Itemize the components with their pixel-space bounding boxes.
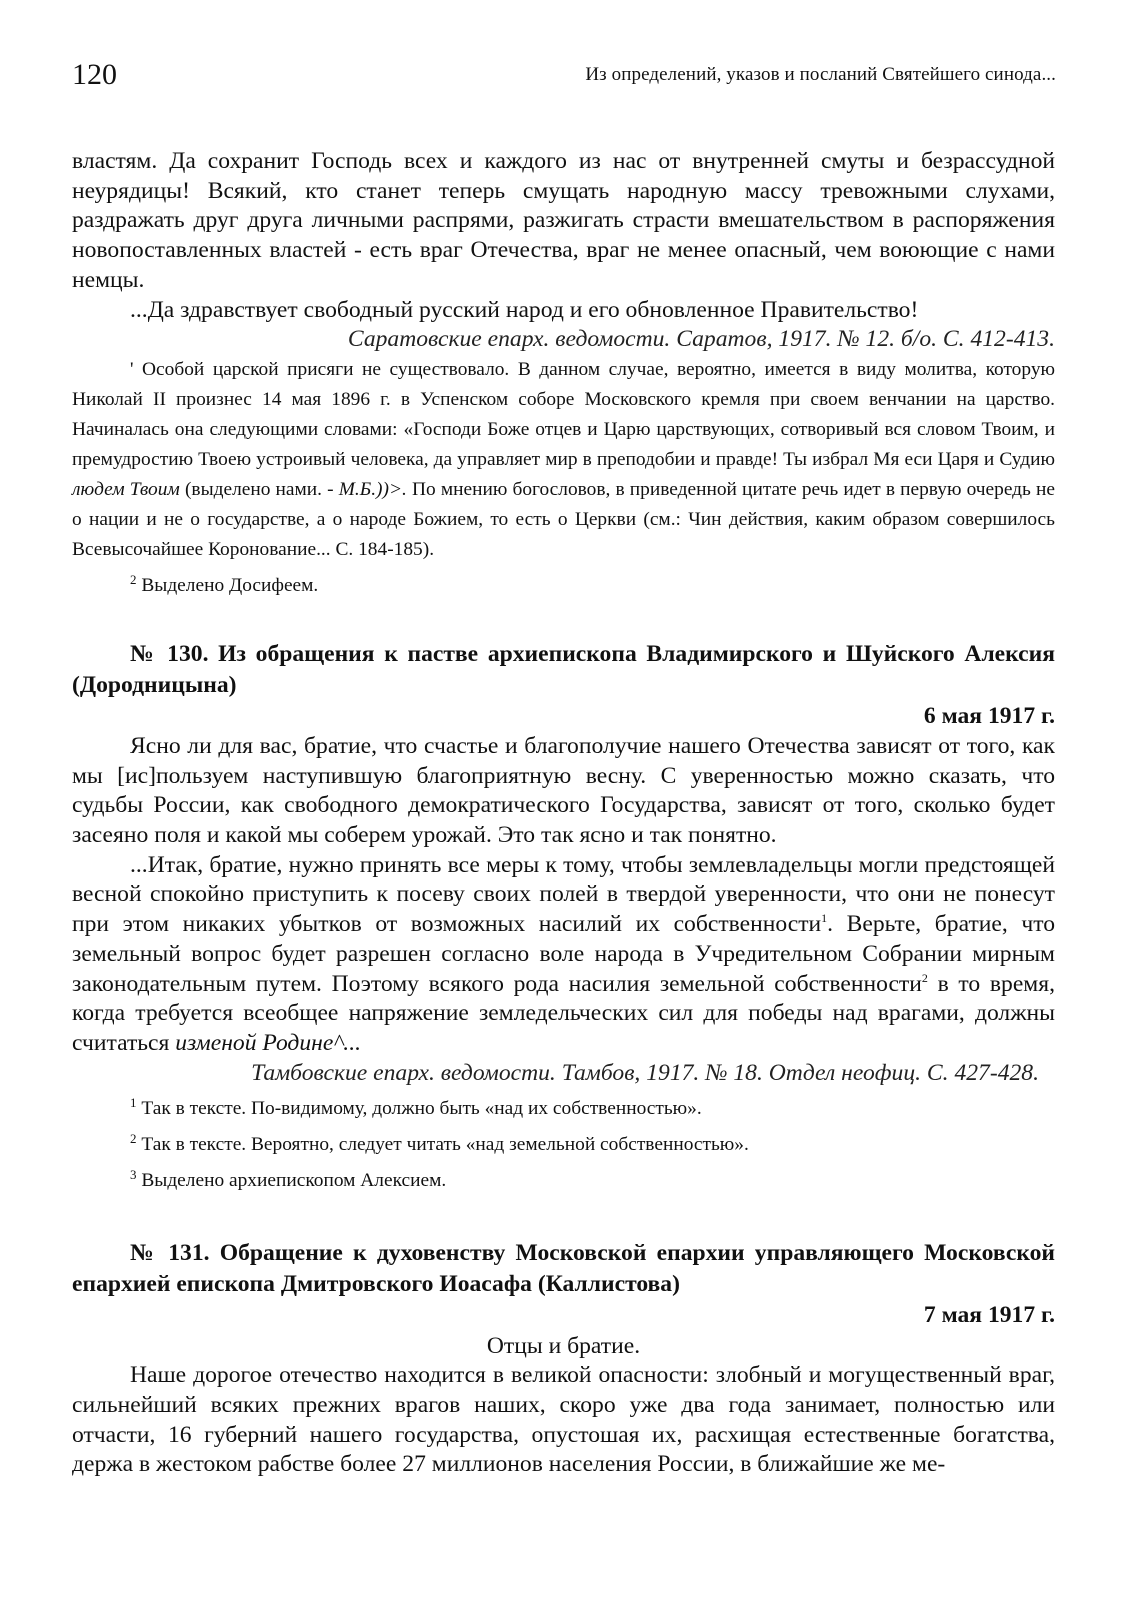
footnote-ref: 2 [921, 970, 928, 985]
paragraph-text: ...Итак, братие, нужно принять все меры к тому, чтобы землевладельцы могли предстоящей весной спокойно приступить к посеву своих полей в твердой уверенности, что они не понесут при этом никаких убытков от возможных насилий их собственности [72, 851, 1055, 938]
prev-paragraph: властям. Да сохранит Господь всех и каждого из нас от внутренней смуты и безрассудной неурядицы! Всякий, кто станет теперь смущать народную массу тревожными слухами, раздражать друг друга личными распрями, разжигать страсти вмешательством в распоряжения новопоставленных властей - есть враг Отечества, враг не менее опасный, чем воюющие с нами немцы. [72, 148, 1055, 293]
salutation: Отцы и братие. [486, 1333, 641, 1360]
page-content [72, 147, 1055, 1480]
footnote-mark: ' [130, 358, 134, 380]
paragraph-text: в то время, когда требуется всеобщее напряжение земледельческих сил для победы над врагами, должны считаться [72, 970, 1055, 1056]
footnote-ref: 1 [821, 911, 828, 926]
running-title: Из определений, указов и посланий Святейшего синода... [585, 64, 1056, 85]
document-date: 6 мая 1917 г. [923, 702, 1055, 729]
footnote-number: 3 [130, 1167, 137, 1183]
footnote-text: По мнению богословов, в приведенной цитате речь идет в первую очередь не о нации и не о государстве, а о народе Божием, то есть о Церкви (см.: Чин действия, каким образом совершилось Всевысочайшее Коронование... С. 184-185). [72, 478, 1056, 560]
document-title: № 130. Из обращения к пастве архиепископа Владимирского и Шуйского Алексия (Дородницына) [72, 640, 1055, 698]
footnote-text: Так в тексте. Вероятно, следует читать «над земельной собственностью». [141, 1134, 749, 1156]
prev-paragraph-acclamation: ...Да здравствует свободный русский народ и его обновленное Правительство! [130, 296, 919, 323]
footnote [72, 355, 1055, 565]
footnote-text: Особой царской присяги не существовало. В данном случае, вероятно, имеется в виду молитва, которую Николай II произнес 14 мая 1896 г. в Успенском соборе Московского кремля при своем венчании на царство. Начиналась она следующими словами: «Господи Боже отцев и Царю царствующих, сотворивый вся словом Твоим, и премудростию Твоею устроивый человека, да управляет мир в преподобии и правде! Ты избрал Мя еси Царя и Судию [72, 358, 1055, 470]
footnote-text: Выделено архиепископом Алексием. [141, 1170, 447, 1192]
footnote [72, 1160, 1055, 1196]
footnote-number: 2 [130, 571, 137, 587]
footnote-number: 1 [130, 1095, 137, 1111]
footnote [72, 1124, 1055, 1160]
paragraph-text: . Верьте, братие, что земельный вопрос будет разрешен согласно воле народа в Учредительном Собрании мирным законодательным путем. Поэтому всякого рода насилия земельной собственности [72, 911, 1055, 997]
source-citation: Тамбовские епарх. ведомости. Тамбов, 1917. № 18. Отдел неофиц. С. 427-428. [251, 1059, 1039, 1086]
footnote-text: Так в тексте. По-видимому, должно быть «над их собственностью». [141, 1098, 702, 1120]
footnote [72, 565, 1055, 601]
footnote-text: (выделено нами. [184, 478, 323, 500]
page-number: 120 [72, 58, 117, 91]
document-title: № 131. Обращение к духовенству Московской епархии управляющего Московской епархией епископа Дмитровского Иоасафа (Каллистова) [72, 1240, 1055, 1298]
source-citation: Саратовские епарх. ведомости. Саратов, 1917. № 12. б/о. С. 412-413. [347, 326, 1055, 353]
footnote [72, 1088, 1055, 1124]
footnote-emphasis: - М.Б.))>. [327, 478, 407, 500]
document-paragraph: Ясно ли для вас, братие, что счастье и благополучие нашего Отечества зависят от того, как мы [ис]пользуем наступившую благоприятную весну. С уверенностью можно сказать, что судьбы России, как свободного демократического Государства, зависят от того, сколько будет засеяно поля и какой мы соберем урожай. Это так ясно и так понятно. [72, 732, 1055, 849]
footnote-number: 2 [130, 1131, 137, 1147]
emphasis-text: изменой Родине^... [175, 1029, 361, 1056]
document-paragraph [72, 851, 1055, 1059]
footnote-emphasis: людем Твоим [72, 478, 180, 500]
footnote-text: Выделено Досифеем. [141, 574, 319, 596]
document-date: 7 мая 1917 г. [923, 1302, 1055, 1329]
document-paragraph: Наше дорогое отечество находится в великой опасности: злобный и могущественный враг, сильнейший всяких прежних врагов наших, скоро уже два года занимает, полностью или отчасти, 16 губерний нашего государства, опустошая их, расхищая естественные богатства, держа в жестоком рабстве более 27 миллионов населения России, в ближайшие же ме- [72, 1362, 1055, 1478]
